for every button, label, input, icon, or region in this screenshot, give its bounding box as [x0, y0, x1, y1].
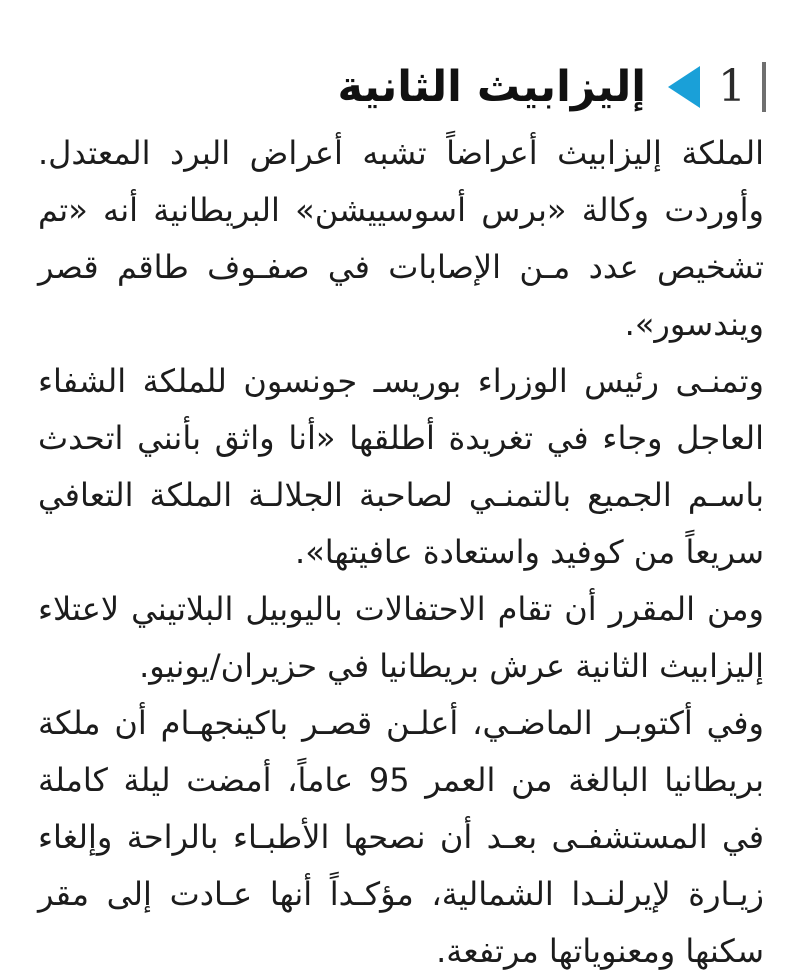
- article-title: إليزابيث الثانية: [337, 61, 646, 112]
- body-line: باسـم الجميع بالتمنـي لصاحبة الجلالـة الملكة التعافي: [38, 476, 764, 514]
- article-header: [338, 52, 766, 122]
- body-line: بريطانيا البالغة من العمر 95 عاماً، أمضت ليلة كاملة: [38, 761, 765, 799]
- body-line: في المستشفـى بعـد أن نصحها الأطبـاء بالراحة وإلغاء: [38, 818, 764, 856]
- body-line: زيـارة لإيرلنـدا الشمالية، مؤكـداً أنها عـادت إلى مقر: [38, 875, 764, 913]
- header-divider-bar: [762, 62, 766, 112]
- body-line: الملكة إليزابيث أعراضاً تشبه أعراض البرد المعتدل.: [38, 134, 764, 172]
- body-line: وفي أكتوبـر الماضـي، أعلـن قصـر باكينجهـام أن ملكة: [38, 704, 764, 742]
- left-triangle-icon: [668, 66, 700, 108]
- body-line: وتمنـى رئيس الوزراء بوريسـ جونسون للملكة الشفاء: [38, 362, 764, 400]
- body-line: سريعاً من كوفيد واستعادة عافيتها».: [295, 533, 764, 571]
- body-line: ومن المقرر أن تقام الاحتفالات باليوبيل البلاتيني لاعتلاء: [38, 590, 764, 628]
- header-number: 1: [718, 61, 746, 112]
- body-line: وأوردت وكالة «برس أسوسييشن» البريطانية أنه «تم: [38, 191, 764, 229]
- article-body: [38, 125, 764, 980]
- body-line: تشخيص عدد مـن الإصابات في صفـوف طاقم قصر: [38, 248, 764, 286]
- body-line: سكنها ومعنوياتها مرتفعة.: [436, 932, 764, 970]
- body-line: إليزابيث الثانية عرش بريطانيا في حزيران/يونيو.: [139, 647, 764, 685]
- body-line: العاجل وجاء في تغريدة أطلقها «أنا واثق بأنني اتحدث: [38, 419, 764, 457]
- body-line: ويندسور».: [624, 305, 764, 343]
